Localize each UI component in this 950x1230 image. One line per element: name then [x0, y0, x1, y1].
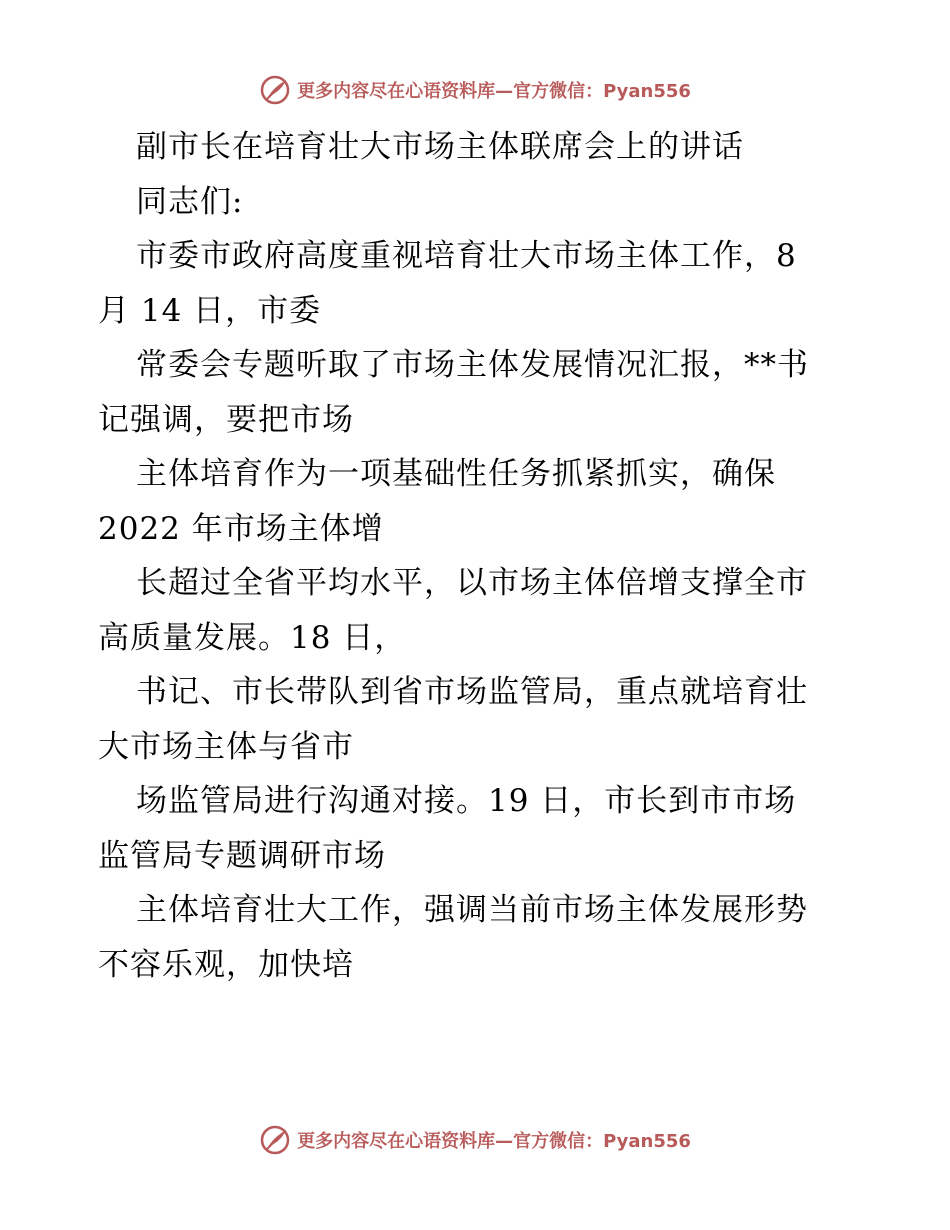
text-line: 不容乐观，加快培	[98, 946, 354, 983]
watermark-text: 更多内容尽在心语资料库—官方微信：Pyan556	[297, 1131, 691, 1152]
watermark-text: 更多内容尽在心语资料库—官方微信：Pyan556	[297, 81, 691, 102]
text-line: 大市场主体与省市	[98, 728, 354, 765]
salutation: 同志们:	[136, 183, 244, 220]
text-line: 高质量发展。18 日，	[98, 619, 407, 656]
text-line: 主体培育作为一项基础性任务抓紧抓实，确保	[136, 456, 776, 492]
text-line: 常委会专题听取了市场主体发展情况汇报，**书	[136, 347, 809, 383]
footer-watermark-banner	[0, 1120, 950, 1160]
text-line: 2022 年市场主体增	[98, 510, 384, 547]
text-line: 主体培育壮大工作，强调当前市场主体发展形势	[136, 892, 808, 928]
document-body	[98, 120, 858, 992]
document-title: 副市长在培育壮大市场主体联席会上的讲话	[136, 129, 744, 165]
text-line: 监管局专题调研市场	[98, 837, 386, 874]
text-line: 记强调，要把市场	[98, 401, 354, 438]
text-line: 长超过全省平均水平，以市场主体倍增支撑全市	[136, 565, 808, 601]
text-line: 场监管局进行沟通对接。19 日，市长到市市场	[136, 783, 797, 819]
text-line: 书记、市长带队到省市场监管局，重点就培育壮	[136, 674, 808, 710]
text-line: 月 14 日，市委	[98, 292, 322, 329]
text-line: 市委市政府高度重视培育壮大市场主体工作，8	[136, 238, 797, 274]
feather-pen-logo-icon	[259, 1124, 291, 1156]
header-watermark-banner	[0, 70, 950, 110]
feather-pen-logo-icon	[259, 74, 291, 106]
